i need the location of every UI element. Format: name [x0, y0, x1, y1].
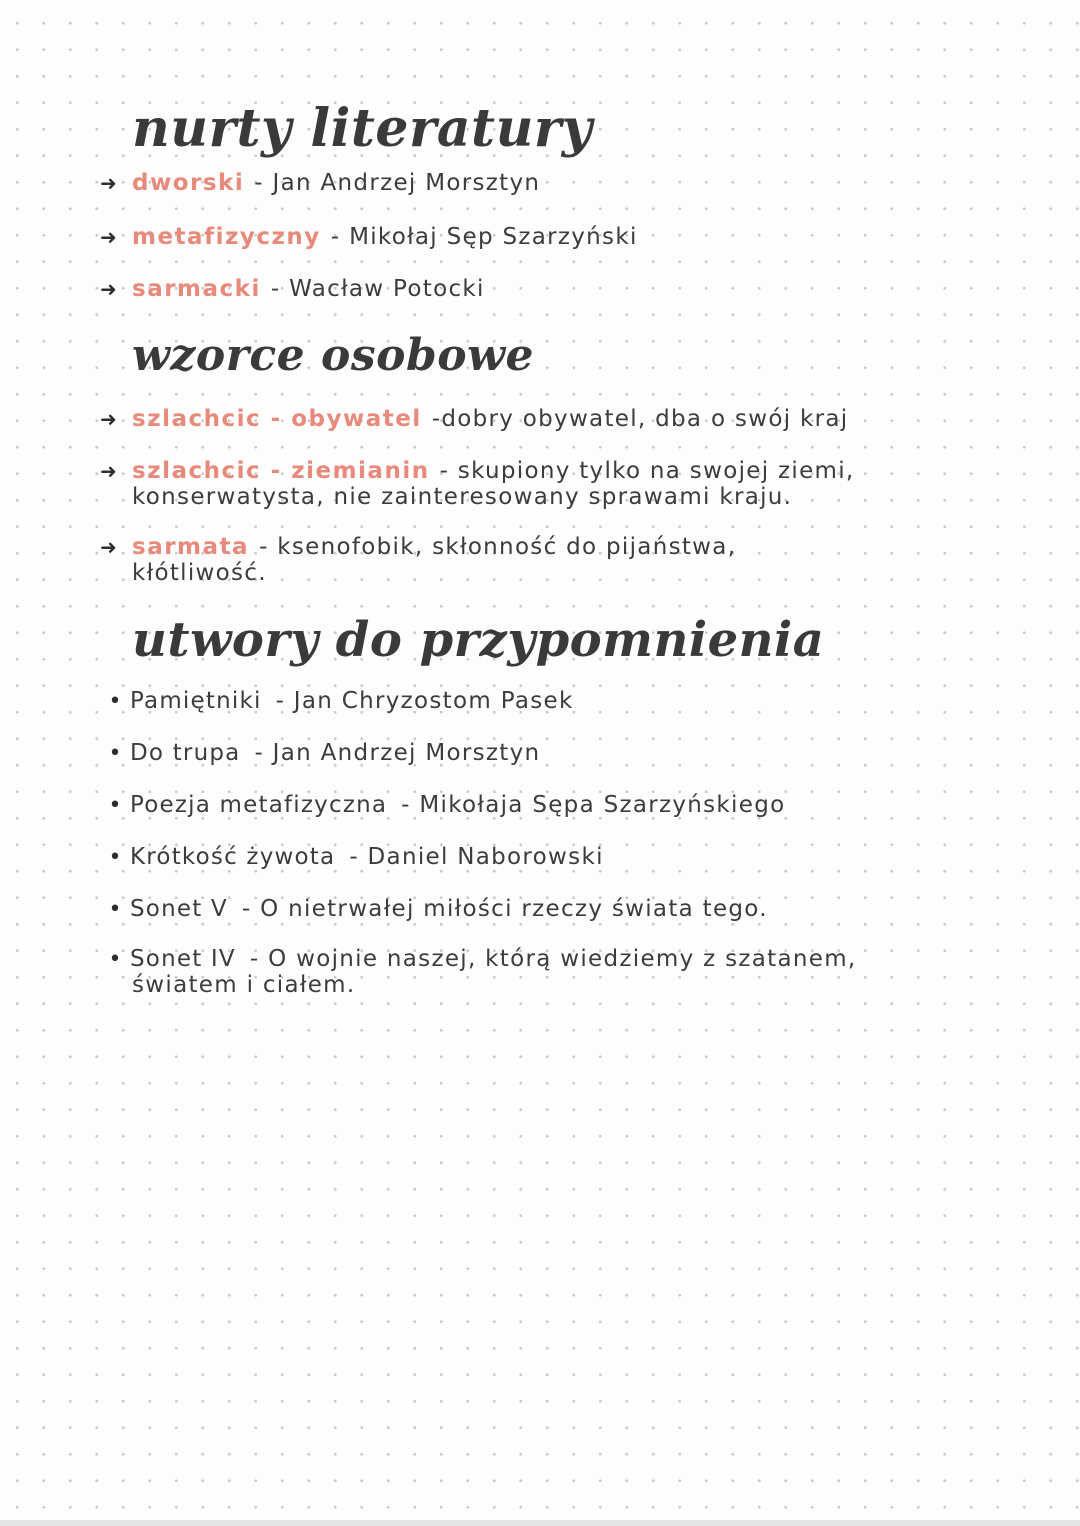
- list-item: [100, 686, 574, 717]
- work-title: Krótkość żywota: [130, 844, 336, 870]
- work-author: - O nietrwałej miłości rzeczy świata tego.: [241, 896, 768, 922]
- bullet-icon: •: [108, 897, 122, 922]
- list-item: [100, 894, 768, 925]
- current-term: sarmacki: [132, 276, 261, 302]
- arrow-icon: ➜: [100, 407, 117, 431]
- arrow-icon: ➜: [100, 277, 117, 301]
- model-term: szlachcic - obywatel: [132, 406, 422, 432]
- model-description-continued: konserwatysta, nie zainteresowany sprawami kraju.: [132, 484, 793, 510]
- list-item: [100, 738, 540, 769]
- model-term: szlachcic - ziemianin: [132, 458, 430, 484]
- model-term: sarmata: [132, 534, 250, 560]
- model-description: -dobry obywatel, dba o swój kraj: [431, 406, 849, 432]
- arrow-icon: ➜: [100, 225, 117, 249]
- arrow-icon: ➜: [100, 535, 117, 559]
- current-term: metafizyczny: [132, 224, 321, 250]
- heading-personal-models: wzorce osobowe: [132, 330, 534, 381]
- work-title: Sonet IV: [130, 946, 236, 972]
- work-author: - Mikołaja Sępa Szarzyńskiego: [401, 792, 786, 818]
- list-item: [100, 274, 485, 304]
- work-author: - Jan Andrzej Morsztyn: [254, 740, 541, 766]
- dash: -: [330, 224, 340, 250]
- bullet-icon: •: [108, 845, 122, 870]
- work-title: Pamiętniki: [130, 688, 262, 714]
- model-description: - ksenofobik, skłonność do pijaństwa,: [259, 534, 737, 560]
- model-description-continued: kłótliwość.: [132, 560, 267, 586]
- bullet-icon: •: [108, 793, 122, 818]
- current-author: Jan Andrzej Morsztyn: [272, 170, 541, 196]
- page-edge: [0, 1520, 1080, 1526]
- arrow-icon: ➜: [100, 459, 117, 483]
- list-item: [100, 842, 604, 873]
- bullet-icon: •: [108, 741, 122, 766]
- work-title: Do trupa: [130, 740, 241, 766]
- current-author: Mikołaj Sęp Szarzyński: [349, 224, 638, 250]
- work-author-continued: światem i ciałem.: [132, 972, 356, 998]
- work-author: - Daniel Naborowski: [349, 844, 604, 870]
- work-author: - O wojnie naszej, którą wiedziemy z szatanem,: [249, 946, 857, 972]
- heading-works-to-review: utwory do przypomnienia: [132, 612, 825, 668]
- list-item: [100, 790, 785, 821]
- dash: -: [254, 170, 263, 196]
- bullet-icon: •: [108, 689, 122, 714]
- list-item: [100, 168, 540, 198]
- work-author: - Jan Chryzostom Pasek: [275, 688, 574, 714]
- dash: -: [270, 276, 280, 302]
- current-term: dworski: [132, 170, 245, 196]
- arrow-icon: ➜: [100, 171, 117, 195]
- current-author: Wacław Potocki: [289, 276, 485, 302]
- list-item: [100, 404, 848, 434]
- list-item: [100, 222, 638, 252]
- work-title: Sonet V: [130, 896, 228, 922]
- model-description: - skupiony tylko na swojej ziemi,: [439, 458, 855, 484]
- work-title: Poezja metafizyczna: [130, 792, 388, 818]
- bullet-icon: •: [108, 947, 122, 972]
- heading-literary-currents: nurty literatury: [132, 98, 593, 159]
